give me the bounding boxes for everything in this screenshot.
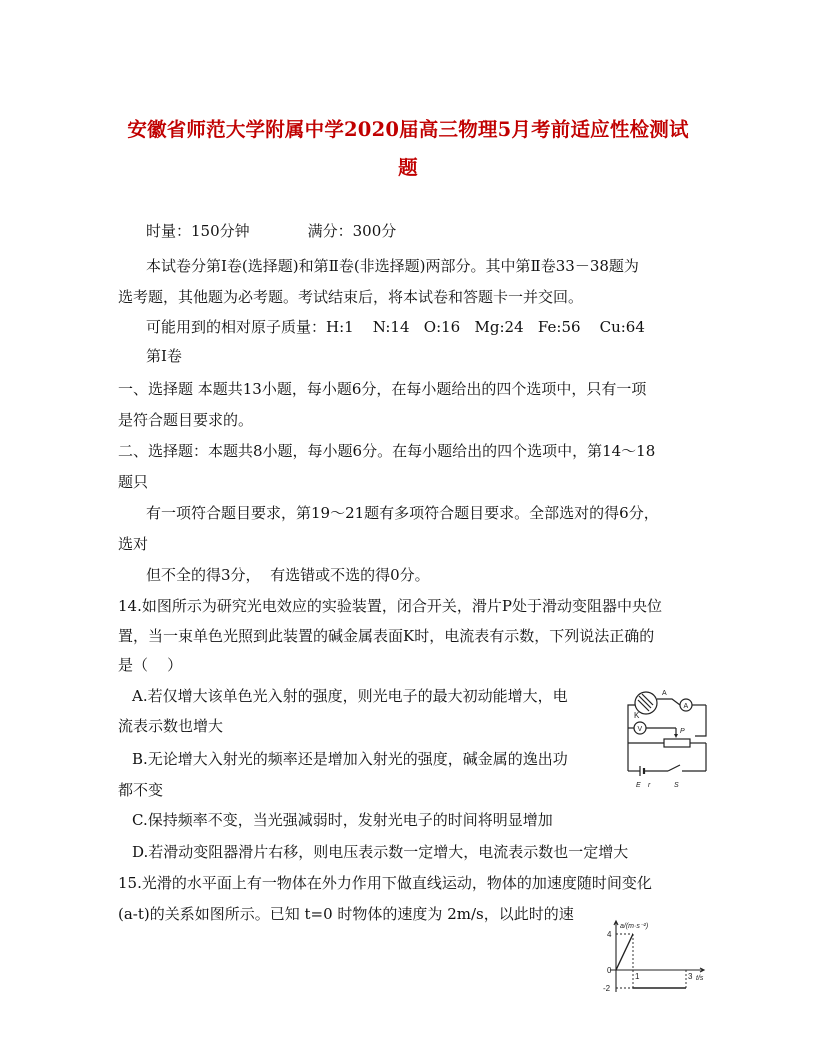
- graph-tick-1: 1: [635, 972, 640, 981]
- graph-y-label: a/(m·s⁻²): [620, 923, 649, 930]
- intro-line-2: 选考题，其他题为必考题。考试结束后，将本试卷和答题卡一并交回。: [118, 288, 584, 306]
- section1-line-1: 一、选择题 本题共13小题，每小题6分，在每小题给出的四个选项中，只有一项: [118, 380, 647, 398]
- graph-segment-rise: [616, 934, 633, 970]
- acceleration-time-graph: [600, 918, 712, 998]
- q14-option-a-line-2: 流表示数也增大: [118, 717, 224, 735]
- q14-stem-line-3: 是（ ）: [118, 656, 183, 674]
- q14-option-b-line-2: 都不变: [118, 781, 164, 799]
- graph-x-label: t/s: [696, 975, 704, 982]
- volume-heading: 第Ⅰ卷: [146, 347, 182, 365]
- q14-option-c: C.保持频率不变，当光强减弱时，发射光电子的时间将明显增加: [132, 811, 553, 829]
- exam-score: 满分：300分: [307, 222, 397, 240]
- graph-tick-0: 0: [607, 966, 612, 975]
- fig-label-r: r: [648, 782, 651, 789]
- intro-line-1: 本试卷分第Ⅰ卷(选择题)和第Ⅱ卷(非选择题)两部分。其中第Ⅱ卷33－38题为: [146, 257, 639, 275]
- exam-time: 时量：150分钟: [146, 222, 250, 240]
- section2-line-4: 选对: [118, 535, 149, 553]
- slider-p-icon: [674, 734, 678, 738]
- atomic-masses: 可能用到的相对原子质量：H:1 N:14 O:16 Mg:24 Fe:56 Cu:64: [146, 318, 645, 336]
- document-title-line1: 安徽省师范大学附属中学2020届高三物理5月考前适应性检测试: [127, 118, 689, 141]
- fig-label-p: P: [680, 728, 685, 735]
- exam-meta: [146, 222, 396, 240]
- fig-label-s: S: [674, 782, 679, 789]
- section2-line-2: 题只: [118, 473, 149, 491]
- rheostat-icon: [664, 739, 690, 747]
- q14-option-a-line-1: A.若仅增大该单色光入射的强度，则光电子的最大初动能增大，电: [132, 687, 568, 705]
- section2-line-3: 有一项符合题目要求，第19～21题有多项符合题目要求。全部选对的得6分，: [146, 504, 659, 522]
- document-title-line2: 题: [398, 156, 418, 179]
- graph-tick-3: 3: [688, 972, 693, 981]
- graph-tick-4: 4: [607, 930, 612, 939]
- q15-stem-line-1: 15.光滑的水平面上有一物体在外力作用下做直线运动，物体的加速度随时间变化: [118, 874, 652, 892]
- fig-label-k: K: [634, 711, 640, 720]
- section1-line-2: 是符合题目要求的。: [118, 411, 254, 429]
- fig-label-e: E: [636, 782, 641, 789]
- q14-option-b-line-1: B.无论增大入射光的频率还是增加入射光的强度，碱金属的逸出功: [132, 750, 568, 768]
- switch-icon: [668, 765, 680, 771]
- graph-tick-neg2: -2: [603, 984, 611, 993]
- fig-label-ammeter: A: [683, 703, 689, 710]
- fig-label-tube-a: A: [662, 690, 667, 697]
- q14-option-d: D.若滑动变阻器滑片右移，则电压表示数一定增大，电流表示数也一定增大: [132, 843, 629, 861]
- section2-line-1: 二、选择题：本题共8小题，每小题6分。在每小题给出的四个选项中，第14～18: [118, 442, 656, 460]
- photoelectric-circuit-figure: [622, 683, 714, 793]
- q15-stem-line-2: (a-t)的关系如图所示。已知 t=0 时物体的速度为 2m/s，以此时的速: [118, 905, 574, 923]
- section2-line-5: 但不全的得3分， 有选错或不选的得0分。: [146, 566, 430, 584]
- fig-label-voltmeter: V: [637, 726, 643, 733]
- q14-stem-line-2: 置，当一束单色光照到此装置的碱金属表面K时，电流表有示数，下列说法正确的: [118, 627, 655, 645]
- q14-stem-line-1: 14.如图所示为研究光电效应的实验装置，闭合开关，滑片P处于滑动变阻器中央位: [118, 597, 662, 615]
